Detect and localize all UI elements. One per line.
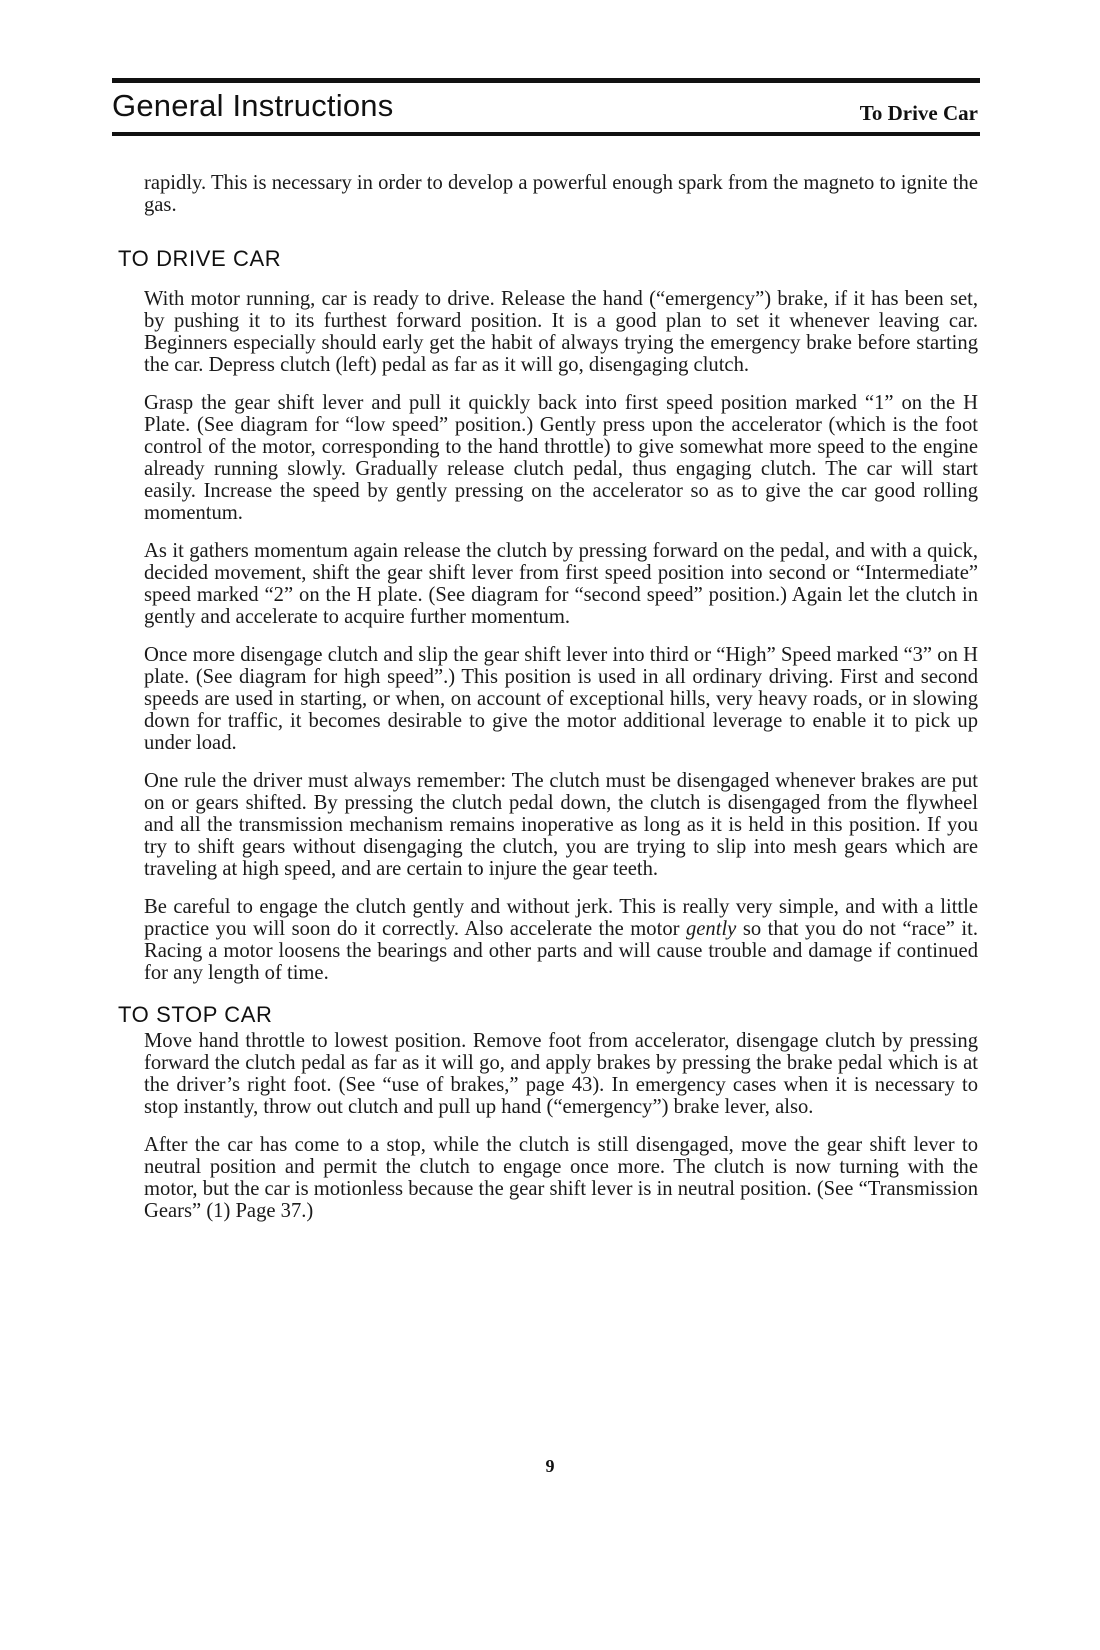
stop-paragraph-1: Move hand throttle to lowest position. Remove foot from accelerator, disengage clutch by pressing forward the clutch pedal as far as it will go, and apply brakes by pressing the brake pedal which is at the driver’s right foot. (See “use of brakes,” page 43). In emergency cases when it is necessary to stop instantly, throw out clutch and pull up hand (“emergency”) brake lever, also. (144, 1030, 978, 1118)
heading-to-stop-car: TO STOP CAR (118, 1002, 273, 1027)
careful-text-part-2: so that you do not “race” it. Racing a motor loosens the bearings and other parts and will cause trouble and damage if continued for any length of time. (144, 918, 978, 984)
drive-paragraph-4: Once more disengage clutch and slip the gear shift lever into third or “High” Speed marked “3” on H plate. (See diagram for high speed”.) This position is used in all ordinary driving. First and second speeds are used in starting, or when, on account of exceptional hills, very heavy roads, or in slowing down for traffic, it becomes desirable to give the motor additional leverage to enable it to pick up under load. (144, 644, 978, 754)
heading-to-drive-car: TO DRIVE CAR (118, 246, 282, 271)
stop-paragraph-2: After the car has come to a stop, while the clutch is still disengaged, move the gear shift lever to neutral position and permit the clutch to engage once more. The clutch is now turning with the motor, but the car is motionless because the gear shift lever is in neutral position. (See “Transmission Gears” (1) Page 37.) (144, 1134, 978, 1222)
drive-paragraph-5: One rule the driver must always remember: The clutch must be disengaged whenever brakes are put on or gears shifted. By pressing the clutch pedal down, the clutch is disengaged from the flywheel and all the transmission mechanism remains inoperative as long as it is held in this position. If you try to shift gears without disengaging the clutch, you are trying to slip into mesh gears which are traveling at high speed, and are certain to injure the gear teeth. (144, 770, 978, 880)
page-body (118, 172, 978, 1238)
drive-paragraph-2: Grasp the gear shift lever and pull it quickly back into first speed position marked “1” on the H Plate. (See diagram for “low speed” position.) Gently press upon the accelerator (which is the foot control of the motor, corresponding to the hand throttle) to give somewhat more speed to the engine already running slowly. Gradually release clutch pedal, thus engaging clutch. The car will start easily. Increase the speed by gently pressing on the accelerator so as to give the car good rolling momentum. (144, 392, 978, 524)
drive-paragraph-3: As it gathers momentum again release the clutch by pressing forward on the pedal, and with a quick, decided movement, shift the gear shift lever from first speed position into second or “Intermediate” speed marked “2” on the H plate. (See diagram for “second speed” position.) Again let the clutch in gently and accelerate to acquire further momentum. (144, 540, 978, 628)
header-bottom-rule (112, 132, 980, 136)
section-title: General Instructions (112, 88, 394, 123)
careful-text-part-1: Be careful to engage the clutch gently and without jerk. This is really very simple, and with a little practice you will soon do it correctly. Also accelerate the motor (144, 896, 978, 940)
drive-paragraph-6 (144, 896, 978, 984)
drive-paragraph-1: With motor running, car is ready to drive. Release the hand (“emergency”) brake, if it has been set, by pushing it to its furthest forward position. It is a good plan to set it whenever leaving car. Beginners especially should early get the habit of always trying the emergency brake before starting the car. Depress clutch (left) pedal as far as it will go, disengaging clutch. (144, 288, 978, 376)
intro-paragraph: rapidly. This is necessary in order to develop a powerful enough spark from the magneto to ignite the gas. (144, 172, 978, 216)
page-number: 9 (545, 1456, 555, 1476)
careful-emphasis: gently (685, 918, 737, 940)
running-title: To Drive Car (859, 101, 978, 125)
header-top-rule (112, 78, 980, 83)
